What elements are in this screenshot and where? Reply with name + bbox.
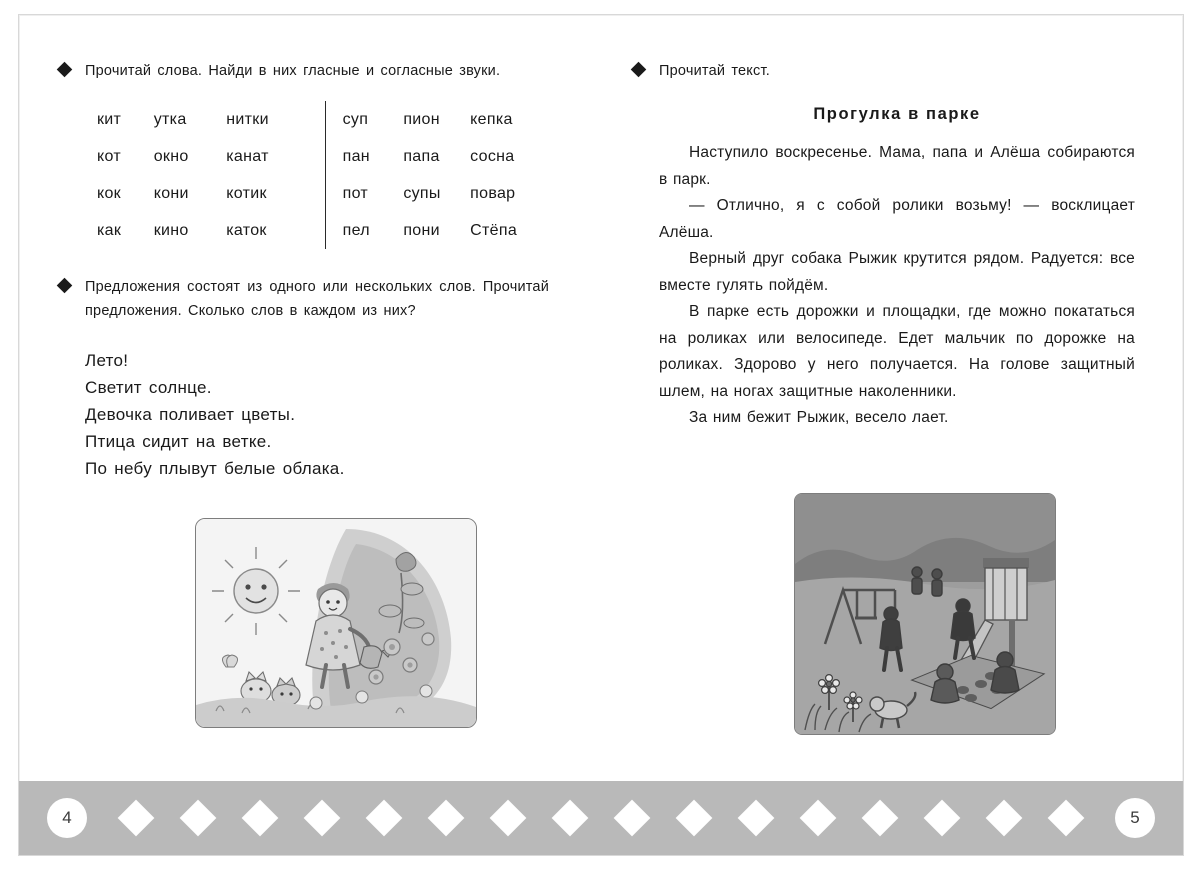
story-paragraph: Наступило воскресенье. Мама, папа и Алёша собираются в парк. (659, 144, 1135, 188)
diamond-ornament-icon (552, 800, 589, 837)
list-item: Птица сидит на ветке. (85, 432, 272, 451)
illustration-art (196, 519, 476, 727)
children-playground-illustration (794, 493, 1056, 735)
table-row (97, 138, 549, 175)
story-title: Прогулка в парке (813, 105, 981, 123)
word-cell: пони (403, 222, 440, 239)
word-table (97, 101, 549, 249)
table-row (97, 212, 549, 249)
story-body (659, 140, 1135, 432)
diamond-ornament-icon (490, 800, 527, 837)
diamond-ornament-icon (304, 800, 341, 837)
diamond-ornament-icon (428, 800, 465, 837)
list-item: Светит солнце. (85, 378, 212, 397)
word-cell: окно (153, 148, 189, 165)
task-instruction: Прочитай слова. Найди в них гласные и согласные звуки. (85, 63, 501, 79)
diamond-ornament-icon (676, 800, 713, 837)
word-cell: пел (342, 222, 370, 239)
diamond-ornament-icon (800, 800, 837, 837)
diamond-ornament-icon (1048, 800, 1085, 837)
page-number-right: 5 (1115, 798, 1155, 838)
diamond-ornament-icon (862, 800, 899, 837)
diamond-ornament-icon (924, 800, 961, 837)
word-cell: каток (226, 222, 267, 239)
task-read-words (85, 59, 549, 83)
task-read-text (659, 59, 1135, 83)
diamond-bullet-icon (57, 278, 73, 294)
task-instruction: Прочитай текст. (659, 63, 770, 79)
word-cell: кони (153, 185, 189, 202)
diamond-ornament-icon (242, 800, 279, 837)
word-cell: утка (153, 111, 187, 128)
diamond-ornament-icon (986, 800, 1023, 837)
story-paragraph: Верный друг собака Рыжик крутится рядом. Радуется: все вместе гулять пойдём. (659, 250, 1135, 294)
diamond-bullet-icon (631, 62, 647, 78)
word-cell: супы (403, 185, 441, 202)
word-cell: кино (153, 222, 189, 239)
diamond-ornament-icon (614, 800, 651, 837)
word-cell: котик (226, 185, 267, 202)
sentence-list (85, 347, 549, 482)
word-cell: кепка (470, 111, 513, 128)
diamond-ornament-icon (118, 800, 155, 837)
word-cell: как (97, 222, 122, 239)
list-item: По небу плывут белые облака. (85, 459, 345, 478)
word-cell: папа (403, 148, 440, 165)
story-paragraph: В парке есть дорожки и площадки, где можно покататься на роликах или велосипеде. Едет мальчик по дорожке на роликах. Здорово у него получается. На голове защитный шлем, на ногах защитные наколенники. (659, 303, 1135, 400)
story-paragraph: — Отлично, я с собой ролики возьму! — восклицает Алёша. (659, 197, 1135, 241)
word-cell: суп (342, 111, 369, 128)
word-cell: кит (97, 111, 122, 128)
diamond-ornament-icon (366, 800, 403, 837)
word-cell: пот (342, 185, 369, 202)
task-instruction: Предложения состоят из одного или нескольких слов. Прочитай предложения. Сколько слов в каждом из них? (85, 279, 549, 319)
footer-ornament-row (19, 781, 1183, 855)
diamond-bullet-icon (57, 62, 73, 78)
diamond-ornament-icon (180, 800, 217, 837)
word-cell: нитки (226, 111, 269, 128)
word-cell: кок (97, 185, 121, 202)
task-count-words (85, 275, 549, 323)
word-cell: пион (403, 111, 440, 128)
illustration-art (795, 494, 1055, 734)
list-item: Лето! (85, 351, 129, 370)
page-footer (19, 781, 1183, 855)
word-cell: сосна (470, 148, 515, 165)
diamond-ornament-icon (738, 800, 775, 837)
table-row (97, 175, 549, 212)
word-cell: пан (342, 148, 370, 165)
list-item: Девочка поливает цветы. (85, 405, 296, 424)
word-cell: Стёпа (470, 222, 518, 239)
page-number-left: 4 (47, 798, 87, 838)
word-cell: канат (226, 148, 269, 165)
girl-watering-flowers-illustration (195, 518, 477, 728)
story-paragraph: За ним бежит Рыжик, весело лает. (689, 409, 949, 426)
word-cell: кот (97, 148, 121, 165)
table-row (97, 101, 549, 138)
book-spread (18, 14, 1184, 856)
word-cell: повар (470, 185, 516, 202)
